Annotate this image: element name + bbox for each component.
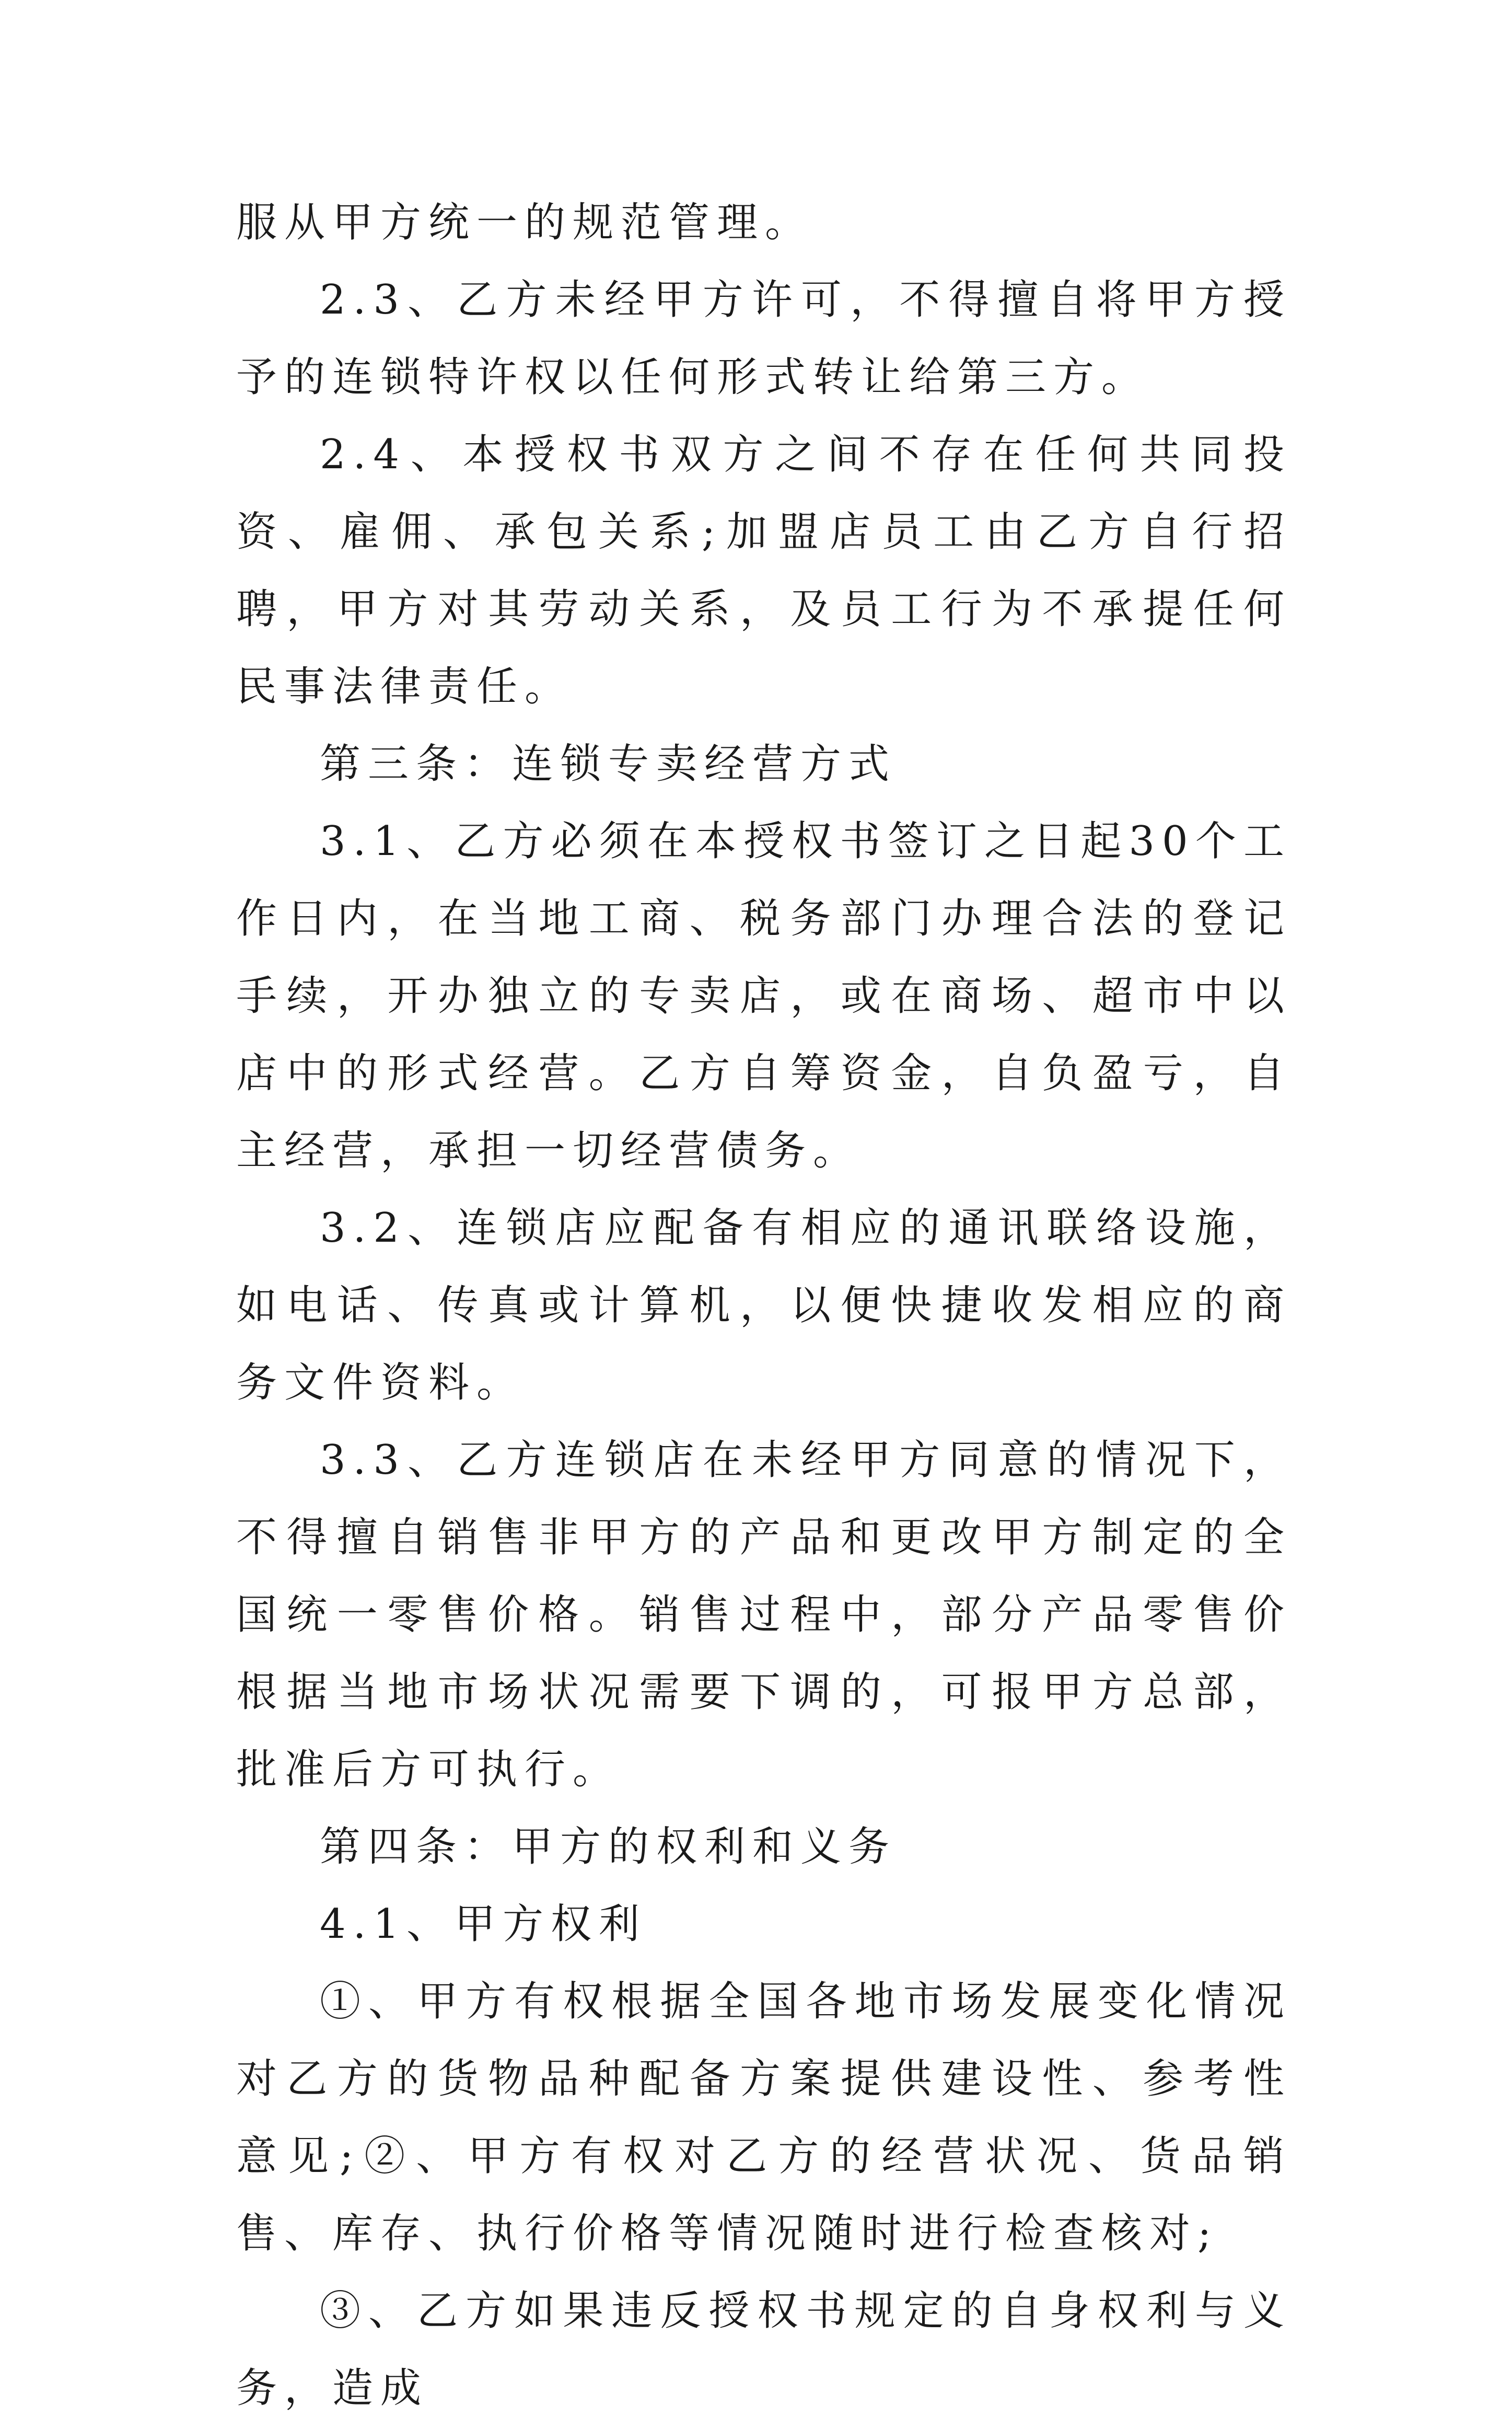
paragraph-3-1: 3.1、乙方必须在本授权书签订之日起30个工作日内，在当地工商、税务部门办理合法的登记手续，开办独立的专卖店，或在商场、超市中以店中的形式经营。乙方自筹资金，自负盈亏，自主经营，承担一切经营债务。	[236, 818, 1292, 1174]
paragraph-rights-1-2: ①、甲方有权根据全国各地市场发展变化情况对乙方的货物品种配备方案提供建设性、参考性意见;②、甲方有权对乙方的经营状况、货品销售、库存、执行价格等情况随时进行检查核对;	[236, 1978, 1292, 2257]
paragraph-3-3: 3.3、乙方连锁店在未经甲方同意的情况下，不得擅自销售非甲方的产品和更改甲方制定的全国统一零售价格。销售过程中，部分产品零售价根据当地市场状况需要下调的，可报甲方总部，批准后方可执行。	[236, 1437, 1292, 1793]
paragraph-1: 服从甲方统一的规范管理。	[236, 199, 813, 246]
section-heading-article-4: 第四条：甲方的权利和义务	[320, 1823, 897, 1870]
paragraph-2-3: 2.3、乙方未经甲方许可，不得擅自将甲方授予的连锁特许权以任何形式转让给第三方。	[236, 276, 1292, 401]
paragraph-3-2: 3.2、连锁店应配备有相应的通讯联络设施，如电话、传真或计算机，以便快捷收发相应的商务文件资料。	[236, 1205, 1292, 1406]
paragraph-rights-3: ③、乙方如果违反授权书规定的自身权利与义务，造成	[236, 2287, 1292, 2412]
paragraph-2-4: 2.4、本授权书双方之间不存在任何共同投资、雇佣、承包关系;加盟店员工由乙方自行招聘，甲方对其劳动关系，及员工行为不承提任何民事法律责任。	[236, 431, 1292, 710]
subsection-heading-4-1: 4.1、甲方权利	[320, 1901, 647, 1948]
document-body	[236, 184, 1292, 2427]
section-heading-article-3: 第三条：连锁专卖经营方式	[320, 741, 897, 788]
